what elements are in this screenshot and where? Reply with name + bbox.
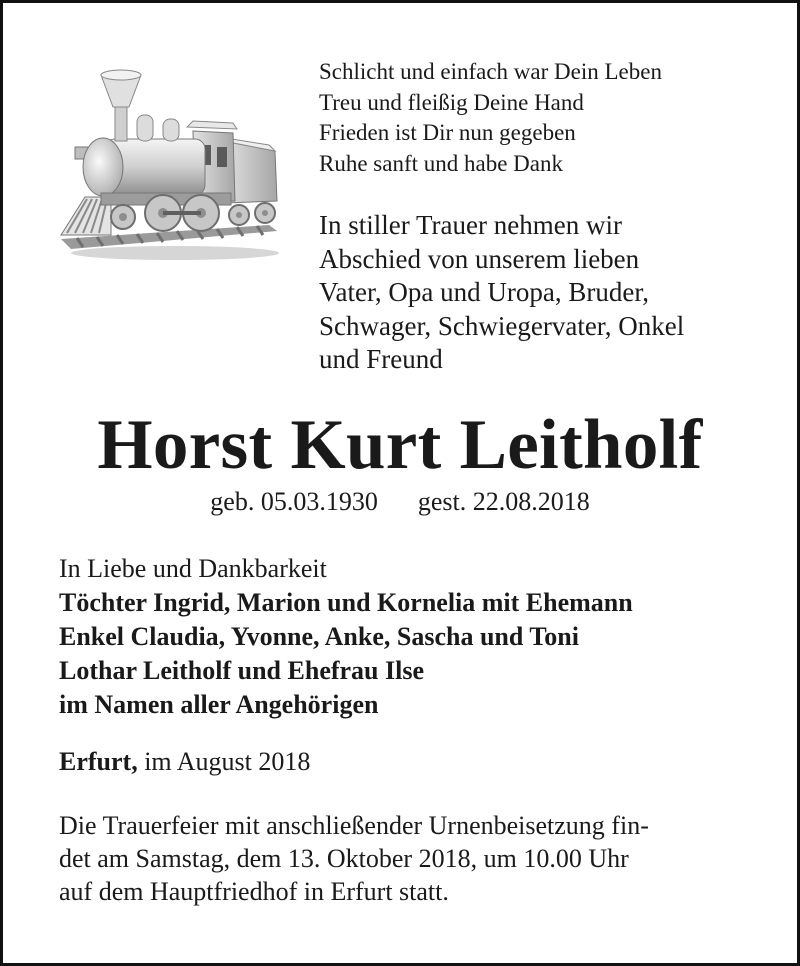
deceased-name: Horst Kurt Leitholf	[97, 406, 703, 484]
poem-line: Treu und fleißig Deine Hand	[319, 89, 584, 115]
place-and-date	[59, 745, 310, 779]
death-date: gest. 22.08.2018	[417, 487, 590, 516]
poem-line: Schlicht und einfach war Dein Leben	[319, 59, 662, 84]
announcement-line: Schwager, Schwiegervater, Onkel	[319, 310, 685, 341]
mourners-list	[59, 552, 633, 722]
funeral-line: det am Samstag, dem 13. Oktober 2018, um 10.00 Uhr	[59, 844, 629, 873]
mourner-line: Töchter Ingrid, Marion und Kornelia mit Ehemann	[59, 588, 633, 617]
mourner-line: Lothar Leitholf und Ehefrau Ilse	[59, 656, 425, 685]
funeral-details	[59, 809, 649, 908]
mourner-line: Enkel Claudia, Yvonne, Anke, Sascha und Toni	[59, 622, 579, 651]
mourner-line: im Namen aller Angehörigen	[59, 690, 379, 719]
steam-locomotive-icon	[55, 67, 285, 271]
funeral-line: auf dem Hauptfriedhof in Erfurt statt.	[59, 877, 449, 906]
place-date: im August 2018	[144, 747, 311, 776]
poem-line: Ruhe sanft und habe Dank	[319, 150, 563, 176]
birth-date: geb. 05.03.1930	[210, 487, 378, 516]
announcement-line: In stiller Trauer nehmen wir	[319, 210, 622, 240]
announcement-line: Vater, Opa und Uropa, Bruder,	[319, 277, 649, 307]
funeral-line: Die Trauerfeier mit anschließender Urnenbeisetzung fin-	[59, 811, 649, 840]
place-city: Erfurt,	[59, 747, 138, 776]
announcement-line: und Freund	[319, 344, 443, 374]
life-dates	[3, 487, 797, 517]
mourners-intro: In Liebe und Dankbarkeit	[59, 554, 327, 583]
announcement-line: Abschied von unserem lieben	[319, 243, 640, 274]
farewell-announcement	[319, 209, 684, 377]
memorial-poem	[319, 57, 662, 179]
poem-line: Frieden ist Dir nun gegeben	[319, 120, 576, 145]
